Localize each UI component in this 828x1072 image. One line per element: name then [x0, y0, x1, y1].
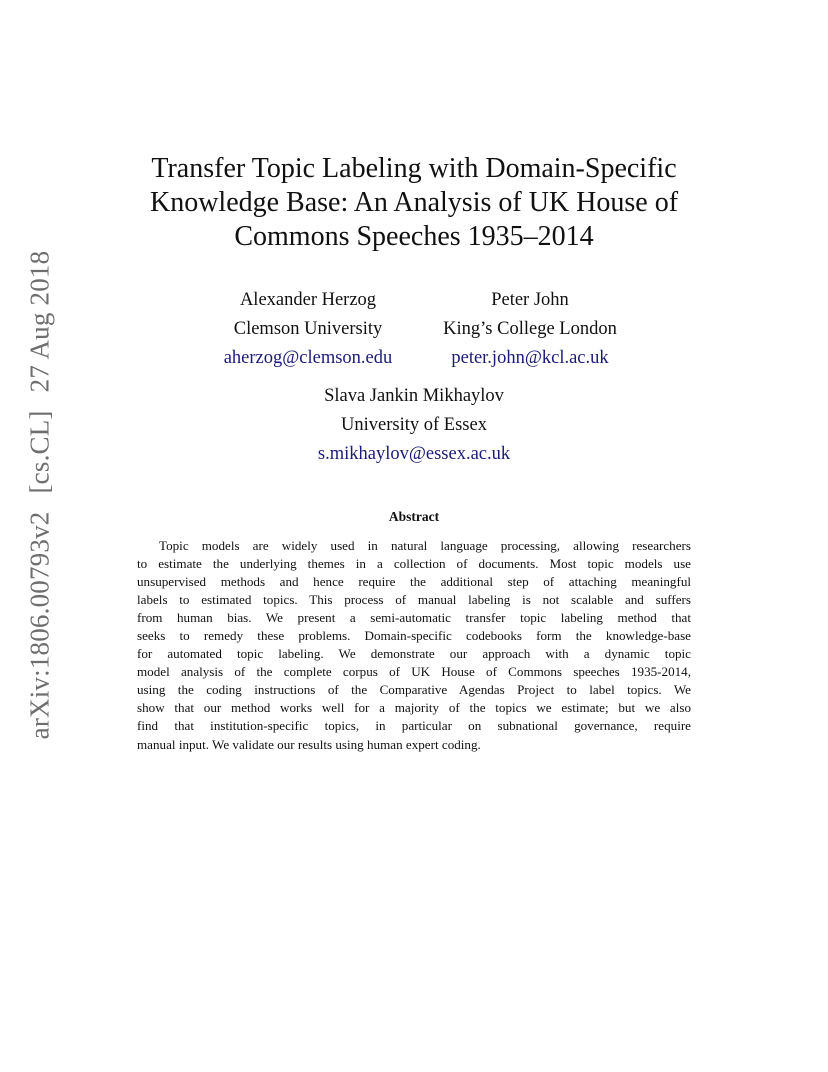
author-affiliation: University of Essex: [341, 415, 487, 435]
author-name: Slava Jankin Mikhaylov: [324, 386, 504, 406]
author-email-link[interactable]: s.mikhaylov@essex.ac.uk: [317, 444, 511, 464]
abstract-body: [137, 537, 691, 754]
title-line-3: Commons Speeches 1935–2014: [234, 221, 594, 252]
arxiv-stamp-text: [25, 251, 56, 740]
title-line-2: Knowledge Base: An Analysis of UK House of: [149, 187, 679, 218]
abstract-line: using the coding instructions of the Comparative Agendas Project to label topics. We: [137, 682, 691, 698]
abstract-line: labels to estimated topics. This process of manual labeling is not scalable and suffers: [137, 592, 691, 608]
author-block-mikhaylov: [284, 382, 544, 469]
author-affiliation: King’s College London: [443, 319, 617, 339]
arxiv-id[interactable]: arXiv:1806.00793v2: [24, 511, 55, 740]
abstract-line: from human bias. We present a semi-automatic transfer topic labeling method that: [137, 610, 691, 626]
abstract-line: show that our method works well for a majority of the topics we estimate; but we also: [137, 700, 691, 716]
abstract-line: model analysis of the complete corpus of UK House of Commons speeches 1935-2014,: [137, 664, 691, 680]
title-line-1: Transfer Topic Labeling with Domain-Specific: [151, 153, 677, 184]
author-name: Alexander Herzog: [239, 290, 377, 310]
abstract-line: unsupervised methods and hence require the additional step of attaching meaningful: [137, 574, 691, 590]
arxiv-stamp: [20, 250, 60, 740]
author-email-link[interactable]: aherzog@clemson.edu: [223, 348, 393, 368]
author-name: Peter John: [491, 290, 569, 310]
author-block-john: [415, 286, 645, 373]
abstract-line: seeks to remedy these problems. Domain-specific codebooks form the knowledge-base: [137, 628, 691, 644]
abstract-line: to estimate the underlying themes in a collection of documents. Most topic models use: [137, 556, 691, 572]
abstract-heading: Abstract: [388, 509, 440, 524]
abstract-line: manual input. We validate our results using human expert coding.: [137, 736, 481, 752]
paper-title: [120, 152, 708, 254]
abstract-line: for automated topic labeling. We demonstrate our approach with a dynamic topic: [137, 646, 691, 662]
author-affiliation: Clemson University: [233, 319, 383, 339]
author-block-herzog: [188, 286, 428, 373]
arxiv-date: 27 Aug 2018: [24, 250, 55, 393]
author-email-link[interactable]: peter.john@kcl.ac.uk: [451, 348, 609, 368]
arxiv-category: [cs.CL]: [24, 410, 55, 494]
abstract-line: Topic models are widely used in natural language processing, allowing researchers: [159, 538, 691, 553]
abstract-line: find that institution-specific topics, in particular on subnational governance, require: [137, 718, 691, 734]
